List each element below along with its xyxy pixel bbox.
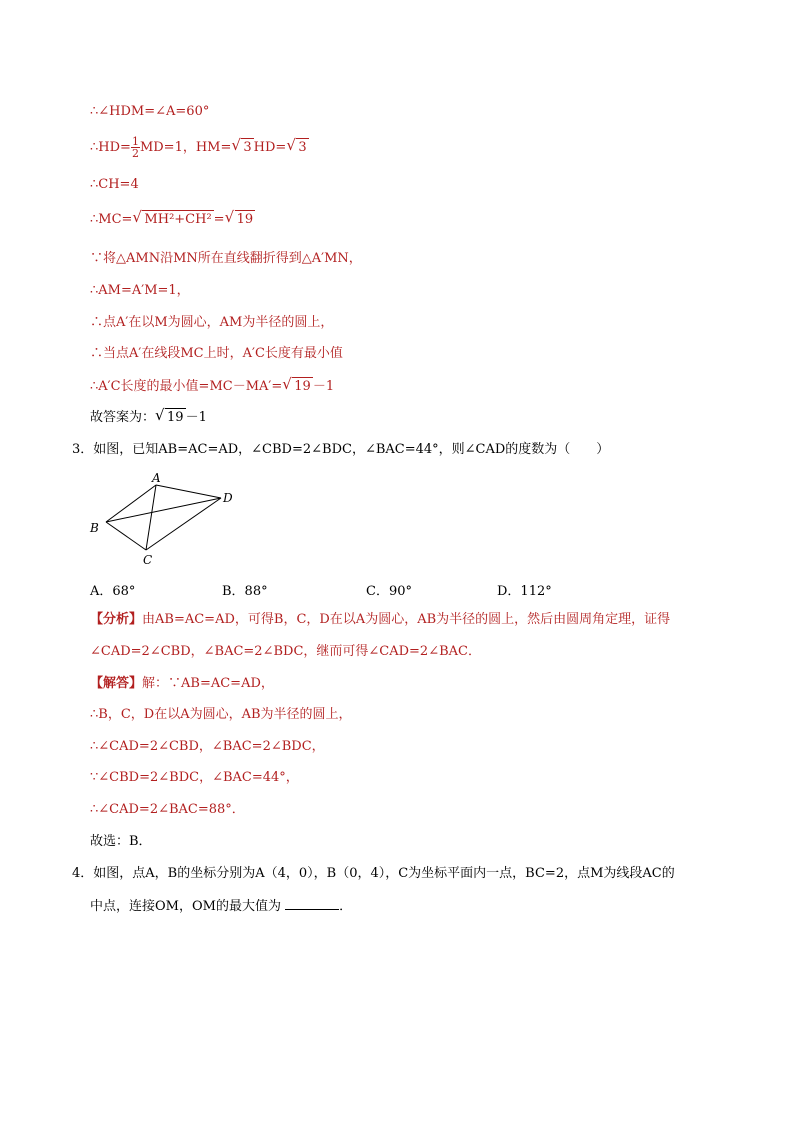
text: ∴HD= — [90, 140, 131, 155]
fraction-numerator: 1 — [131, 135, 139, 148]
square-root: √ 19 — [224, 208, 254, 227]
question-4-stem-cont — [90, 897, 352, 916]
text: 解：∵AB=AC=AD， — [142, 676, 274, 691]
text: －1 — [312, 379, 335, 394]
option-d: D．112° — [497, 584, 552, 599]
radicand: 3 — [298, 140, 307, 155]
square-root: √ 3 — [286, 136, 307, 155]
option-a: A．68° — [90, 584, 136, 599]
solution-line: ∴当点A′在线段MC上时，A′C长度有最小值 — [90, 346, 343, 361]
text: MD=1，HM= — [139, 140, 232, 155]
fraction — [131, 136, 140, 159]
square-root: √ 19 — [282, 375, 311, 394]
text: －1 — [185, 410, 207, 425]
solution-line: ∴B，C，D在以A为圆心，AB为半径的圆上， — [90, 707, 352, 722]
solution-line — [90, 136, 309, 159]
point-label-D: D — [223, 491, 233, 505]
text: 由AB=AC=AD，可得B，C，D在以A为圆心，AB为半径的圆上，然后由圆周角定理，证得 — [142, 612, 671, 627]
text: ∴A′C长度的最小值=MC－MA′= — [90, 379, 283, 394]
square-root: √ 3 — [231, 136, 252, 155]
answer-blank[interactable] — [285, 897, 339, 910]
radicand: 3 — [243, 140, 252, 155]
solution-line — [90, 377, 334, 396]
analysis-line — [90, 611, 670, 629]
answer-line — [90, 408, 207, 427]
option-b: B．88° — [222, 584, 268, 599]
segment-AC — [146, 485, 156, 550]
solution-line: ∵∠CBD=2∠BDC，∠BAC=44°， — [90, 770, 299, 785]
question-4-stem: 4．如图，点A，B的坐标分别为A（4，0），B（0，4），C为坐标平面内一点，BC=2，点M为线段AC的 — [72, 866, 675, 881]
option-c: C．90° — [366, 584, 412, 599]
radicand: 19 — [294, 379, 311, 394]
radicand: 19 — [236, 212, 254, 227]
answer-line: 故选：B． — [90, 834, 152, 849]
text: = — [213, 212, 225, 227]
analysis-tag: 【分析】 — [90, 612, 143, 627]
solution-line: ∴∠CAD=2∠CBD，∠BAC=2∠BDC， — [90, 739, 325, 754]
square-root: √ 19 — [155, 406, 184, 425]
text: ∴MC= — [90, 212, 133, 227]
analysis-line: ∠CAD=2∠CBD，∠BAC=2∠BDC，继而可得∠CAD=2∠BAC． — [90, 644, 481, 659]
text: HD= — [253, 140, 287, 155]
text: ． — [339, 899, 353, 914]
text: 中点，连接OM，OM的最大值为 — [90, 899, 281, 914]
solution-line: ∵将△AMN沿MN所在直线翻折得到△A′MN， — [90, 251, 362, 266]
solution-line: ∴点A′在以M为圆心，AM为半径的圆上， — [90, 315, 334, 330]
radicand: MH²+CH² — [144, 212, 212, 227]
geometry-figure — [86, 470, 246, 570]
solution-line: ∴AM=A′M=1， — [90, 283, 190, 298]
solution-line: ∴∠HDM=∠A=60° — [90, 104, 210, 119]
solution-line: ∴∠CAD=2∠BAC=88°． — [90, 802, 245, 817]
segment-AD — [156, 485, 221, 498]
solution-tag: 【解答】 — [90, 676, 143, 691]
point-label-C: C — [143, 553, 153, 567]
point-label-B: B — [90, 521, 99, 535]
radicand: 19 — [167, 410, 184, 425]
solution-line — [90, 210, 255, 229]
square-root: √ MH²+CH² — [132, 208, 212, 227]
solution-line — [90, 675, 274, 693]
point-label-A: A — [152, 471, 161, 485]
segment-BC — [106, 522, 146, 550]
text: 故答案为： — [90, 410, 156, 425]
solution-line: ∴CH=4 — [90, 177, 139, 192]
fraction-denominator: 2 — [131, 147, 139, 160]
question-3-stem: 3．如图，已知AB=AC=AD，∠CBD=2∠BDC，∠BAC=44°，则∠CAD的度数为（ ） — [72, 442, 610, 457]
